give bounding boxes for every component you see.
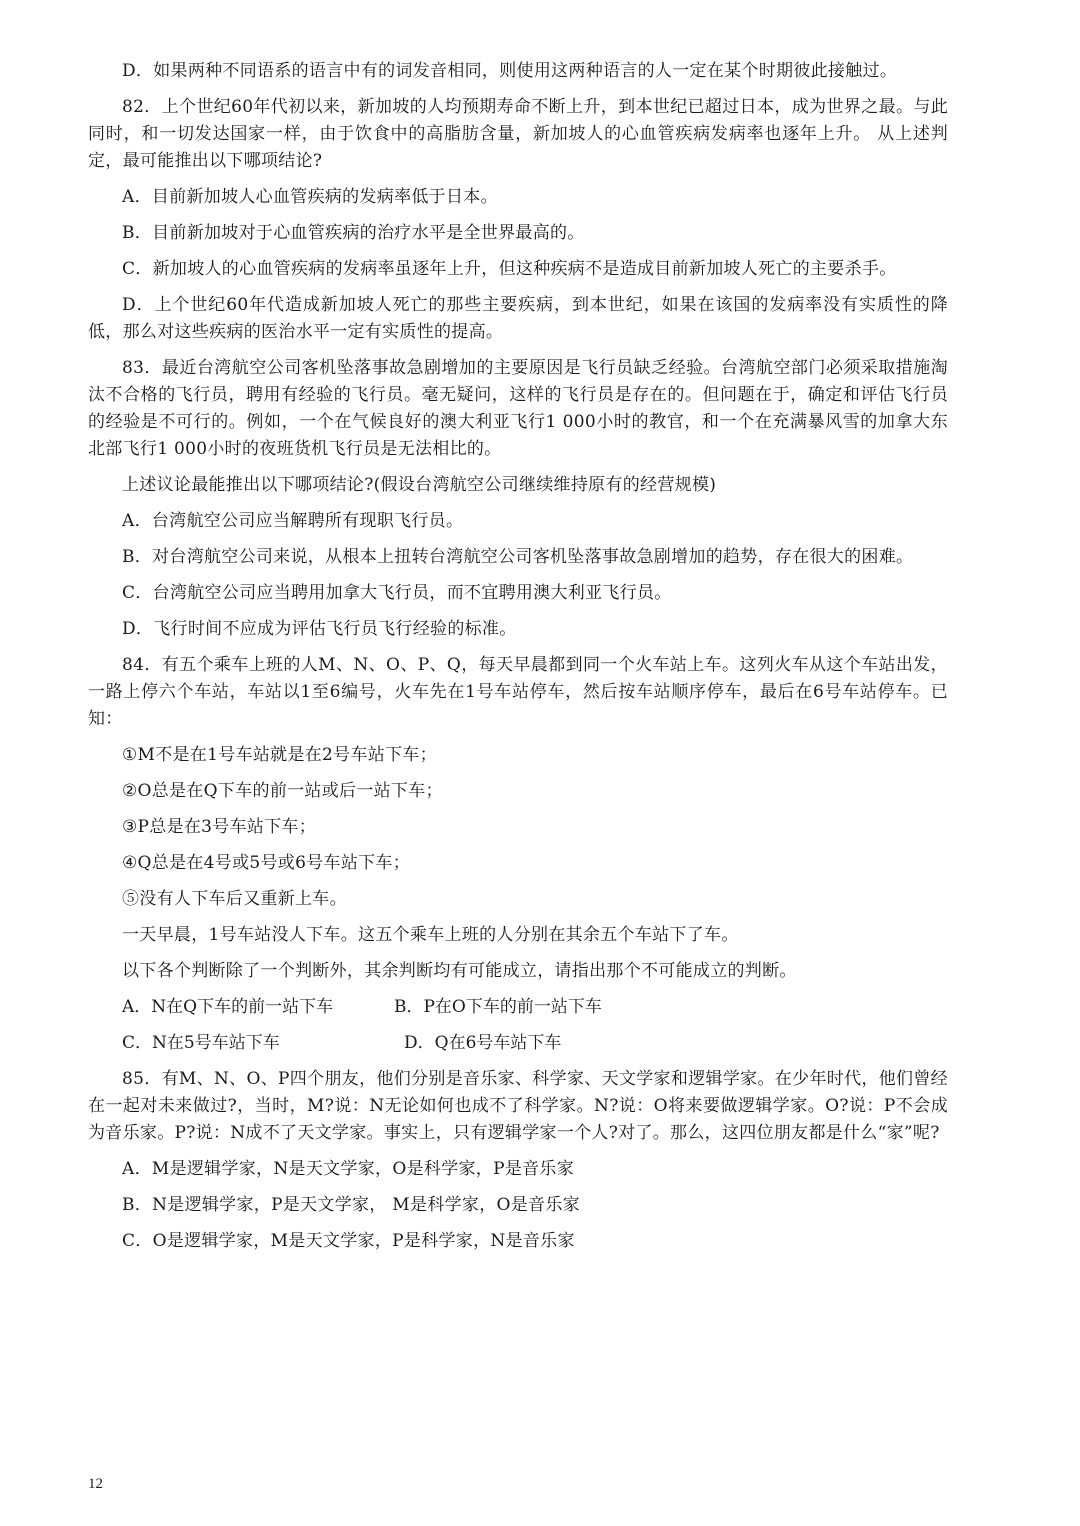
q84-condition-2: ②O总是在Q下车的前一站或后一站下车； (122, 781, 443, 801)
q84-stem: 84．有五个乘车上班的人M、N、O、P、Q，每天早晨都到同一个火车站上车。这列火车从这个车站出发，一路上停六个车站，车站以1至6编号，火车先在1号车站停车，然后按车站顺序停车，最后在6号车站停车。已知： (88, 655, 948, 729)
q84-condition-3: ③P总是在3号车站下车； (122, 817, 317, 837)
page-content (88, 58, 948, 1264)
q84-option-b: B．P在O下车的前一站下车 (394, 997, 602, 1017)
q83-question: 上述议论最能推出以下哪项结论?(假设台湾航空公司继续维持原有的经营规模) (122, 475, 717, 495)
q82-option-c: C．新加坡人的心血管疾病的发病率虽逐年上升，但这种疾病不是造成目前新加坡人死亡的主要杀手。 (122, 259, 897, 279)
q84-question: 以下各个判断除了一个判断外，其余判断均有可能成立，请指出那个不可能成立的判断。 (122, 961, 797, 981)
q83-option-d: D．飞行时间不应成为评估飞行员飞行经验的标准。 (122, 619, 517, 639)
q85-option-b: B．N是逻辑学家，P是天文学家， M是科学家，O是音乐家 (122, 1195, 580, 1215)
q84-option-c: C．N在5号车站下车 (122, 1033, 280, 1053)
q82-option-a: A．目前新加坡人心血管疾病的发病率低于日本。 (122, 187, 498, 207)
q84-condition-1: ①M不是在1号车站就是在2号车站下车； (122, 745, 437, 765)
q81-option-d: D．如果两种不同语系的语言中有的词发音相同，则使用这两种语言的人一定在某个时期彼此接触过。 (122, 61, 898, 81)
q82-option-d: D．上个世纪60年代造成新加坡人死亡的那些主要疾病，到本世纪，如果在该国的发病率没有实质性的降低，那么对这些疾病的医治水平一定有实质性的提高。 (88, 295, 948, 342)
q84-option-a: A．N在Q下车的前一站下车 (122, 997, 334, 1017)
q84-options-row-1 (88, 994, 948, 1021)
q84-option-d: D．Q在6号车站下车 (404, 1033, 562, 1053)
q84-scenario: 一天早晨，1号车站没人下车。这五个乘车上班的人分别在其余五个车站下了车。 (122, 925, 739, 945)
q85-option-a: A．M是逻辑学家，N是天文学家，O是科学家，P是音乐家 (122, 1159, 575, 1179)
q84-condition-4: ④Q总是在4号或5号或6号车站下车； (122, 853, 411, 873)
q83-stem: 83．最近台湾航空公司客机坠落事故急剧增加的主要原因是飞行员缺乏经验。台湾航空部门必须采取措施淘汰不合格的飞行员，聘用有经验的飞行员。毫无疑问，这样的飞行员是存在的。但问题在于，确定和评估飞行员的经验是不可行的。例如，一个在气候良好的澳大利亚飞行1 000小时的教官，和一个在充满暴风雪的加拿大东北部飞行1 000小时的夜班货机飞行员是无法相比的。 (88, 358, 948, 459)
q83-option-b: B．对台湾航空公司来说，从根本上扭转台湾航空公司客机坠落事故急剧增加的趋势，存在很大的困难。 (122, 547, 914, 567)
q83-option-a: A．台湾航空公司应当解聘所有现职飞行员。 (122, 511, 464, 531)
page-number: 12 (88, 1476, 103, 1492)
q82-option-b: B．目前新加坡对于心血管疾病的治疗水平是全世界最高的。 (122, 223, 585, 243)
q84-options-row-2 (88, 1030, 948, 1057)
q82-stem: 82．上个世纪60年代初以来，新加坡的人均预期寿命不断上升，到本世纪已超过日本，成为世界之最。与此同时，和一切发达国家一样，由于饮食中的高脂肪含量，新加坡人的心血管疾病发病率也逐年上升。 从上述判定，最可能推出以下哪项结论? (88, 97, 948, 171)
q85-option-c: C．O是逻辑学家，M是天文学家，P是科学家，N是音乐家 (122, 1231, 575, 1251)
q83-option-c: C．台湾航空公司应当聘用加拿大飞行员，而不宜聘用澳大利亚飞行员。 (122, 583, 672, 603)
q84-condition-5: ⑤没有人下车后又重新上车。 (122, 889, 347, 909)
q85-stem: 85．有M、N、O、P四个朋友，他们分别是音乐家、科学家、天文学家和逻辑学家。在少年时代，他们曾经在一起对未来做过?，当时，M?说：N无论如何也成不了科学家。N?说：O将来要做逻辑学家。O?说：P不会成为音乐家。P?说：N成不了天文学家。事实上，只有逻辑学家一个人?对了。那么，这四位朋友都是什么“家”呢? (88, 1069, 948, 1143)
